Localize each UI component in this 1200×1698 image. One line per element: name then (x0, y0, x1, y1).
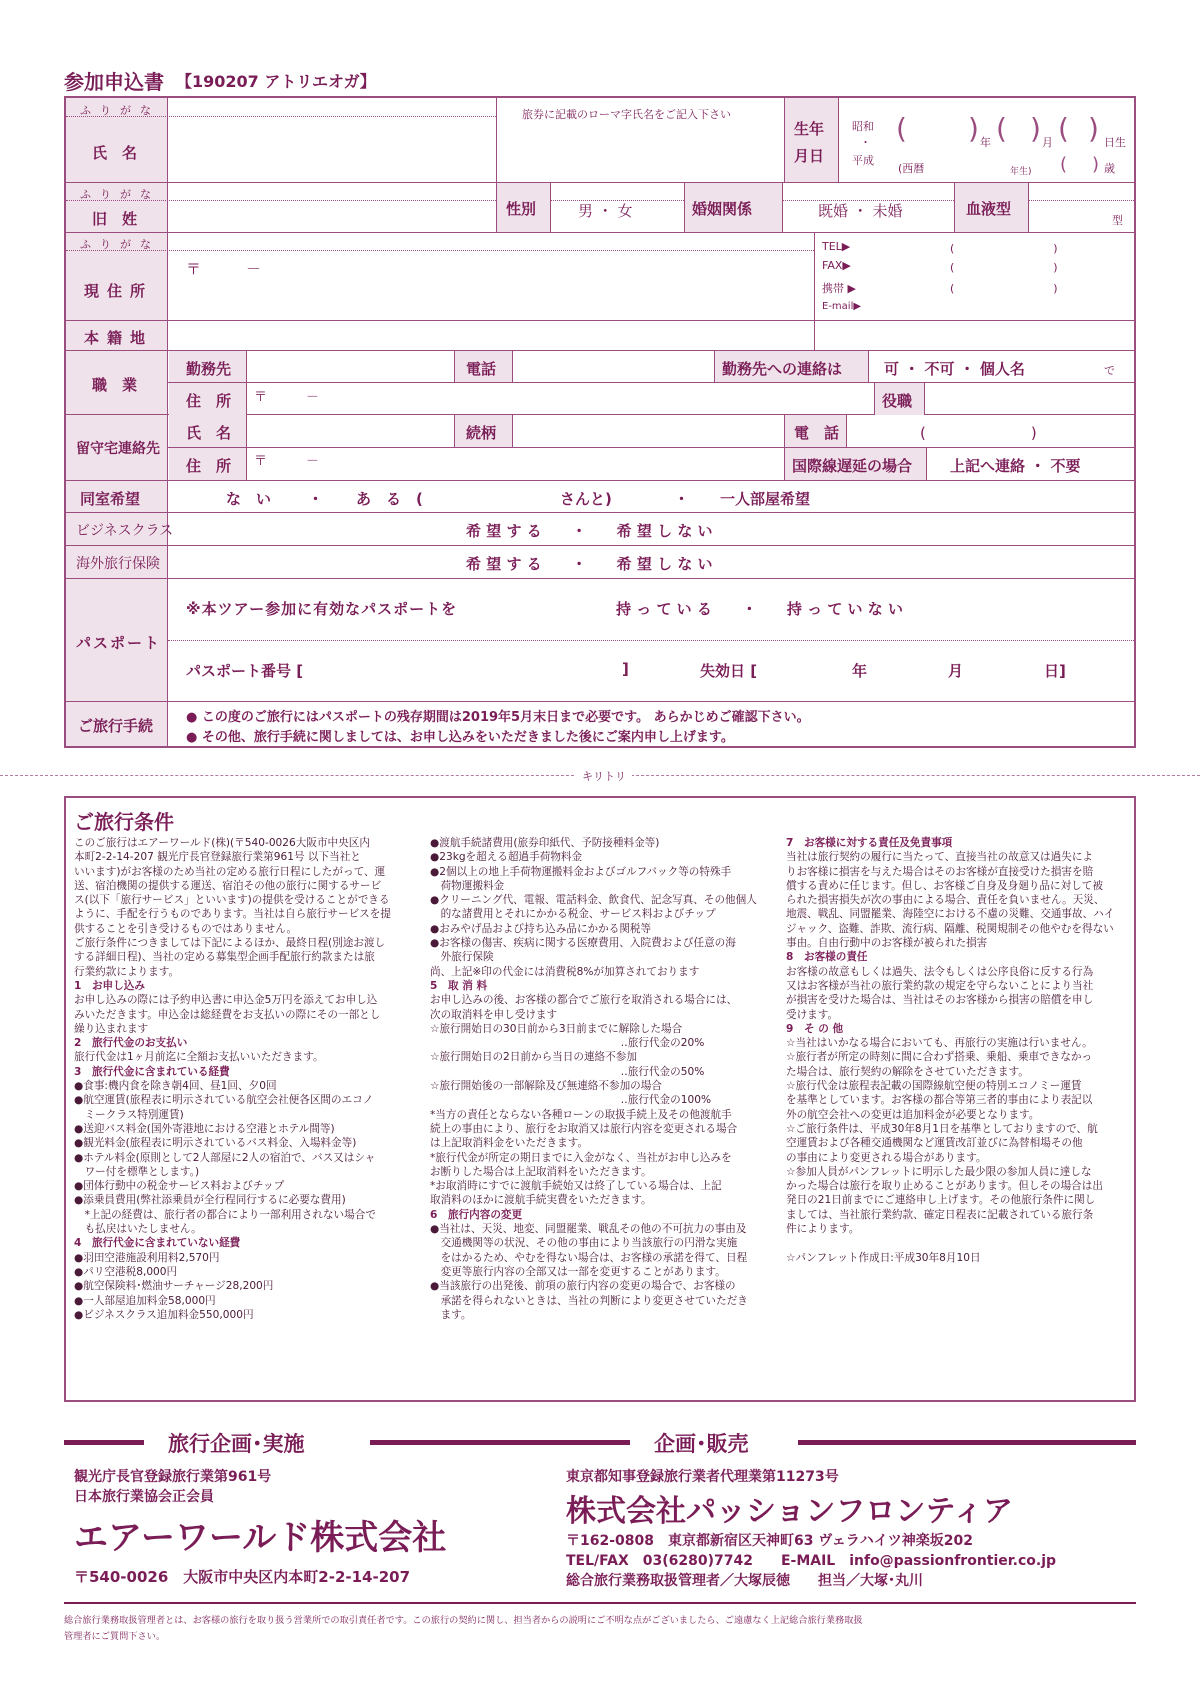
expiry-day: 日] (1044, 662, 1066, 680)
conditions-line: ☆旅行開始後の一部解除及び無連絡不参加の場合 (430, 1080, 662, 1093)
conditions-col-3 (786, 836, 1131, 1265)
left-company: エアーワールド株式会社 (74, 1518, 447, 1558)
age-paren-2: ) (1092, 154, 1100, 175)
expiry-year: 年 (852, 662, 868, 680)
work-contact-de: で (1104, 364, 1115, 377)
furigana-label: ふりがな (80, 238, 160, 251)
left-association: 日本旅行業協会正会員 (74, 1489, 214, 1505)
conditions-line: ●ビジネスクラス追加料金550,000円 (74, 1308, 254, 1321)
conditions-line: ‥旅行代金の50% (430, 1065, 705, 1078)
furigana-label: ふりがな (80, 188, 160, 201)
conditions-line: *旅行代金が所定の期日までに入金がなく、当社がお申し込みを (430, 1151, 732, 1164)
conditions-line: いいます)がお客様のため当社の定める旅行日程にしたがって、運 (74, 865, 386, 878)
conditions-line: を基準としています。お客様の都合等第三者的事由により表記以 (786, 1094, 1093, 1107)
left-heading-bar (64, 1440, 144, 1445)
conditions-line: ☆ご旅行条件は、平成30年8月1日を基準としておりますので、航 (786, 1122, 1098, 1135)
conditions-line: は上記取消料金をいただきます。 (430, 1137, 589, 1150)
conditions-line: ●送迎バス料金(国外寄港地における空港とホテル間等) (74, 1122, 335, 1135)
intl-delay-options[interactable]: 上記へ連絡 ・ 不要 (950, 457, 1081, 475)
conditions-line: 行業約款によります。 (74, 965, 180, 978)
conditions-line: 事由。自由行動中のお客様が被られた損害 (786, 937, 988, 950)
conditions-line: ●渡航手続諸費用(旅券印紙代、予防接種料金等) (430, 837, 660, 849)
conditions-line: ●パリ空港税8,000円 (74, 1265, 178, 1278)
conditions-line: ☆旅行者が所定の時刻に間に合わず搭乗、乗船、乗車できなかっ (786, 1051, 1093, 1064)
insurance-label: 海外旅行保険 (76, 556, 160, 572)
rusu-label: 留守宅連絡先 (76, 441, 160, 457)
tel-paren: ( ) (950, 242, 1058, 255)
conditions-line: ます。 (430, 1308, 472, 1321)
right-manager: 総合旅行業務取扱管理者／大塚辰徳 担当／大塚･丸川 (566, 1573, 923, 1589)
tour-code: 【190207 アトリエオガ】 (176, 72, 376, 91)
work-phone-label: 電話 (466, 360, 497, 378)
conditions-line: 件によります。 (786, 1223, 860, 1236)
old-name-label: 旧 姓 (92, 210, 138, 228)
mobile-paren: ( ) (950, 282, 1058, 295)
mobile-label: 携帯 ▶ (822, 282, 856, 295)
workplace-label: 勤務先 (186, 360, 232, 378)
work-contact-label: 勤務先への連絡は (722, 360, 843, 378)
conditions-title: ご旅行条件 (74, 810, 174, 834)
conditions-line: ●航空保険料･燃油サーチャージ28,200円 (74, 1280, 274, 1293)
conditions-line: お申し込みの際には予約申込書に申込金5万円を添えてお申し込 (74, 994, 378, 1007)
conditions-line: ●一人部屋追加料金58,000円 (74, 1294, 216, 1307)
passport-number-label: パスポート番号 [ (186, 662, 304, 680)
conditions-line: ☆参加人員がパンフレットに明示した最少限の参加人員に達しな (786, 1165, 1092, 1178)
blood-unit: 型 (1112, 214, 1123, 227)
address-label: 現住所 (84, 282, 154, 300)
conditions-line: 地震、戦乱、同盟罷業、海陸空における不慮の災難、交通事故、ハイ (786, 908, 1115, 921)
conditions-line: 受けます。 (786, 1008, 839, 1021)
rusu-phone-label: 電 話 (794, 424, 840, 442)
email-label: E-mail▶ (822, 301, 862, 312)
conditions-line: が損害を受けた場合は、当社はそのお客様から損害の賠償を申し (786, 994, 1094, 1007)
right-contact: TEL/FAX 03(6280)7742 E-MAIL info@passionfrontier.co.jp (566, 1553, 1057, 1569)
conditions-line: ましては、当社旅行業約款、確定日程表に記載されている旅行条 (786, 1208, 1094, 1221)
left-heading-bar-2 (370, 1440, 630, 1445)
procedures-note-2: ● その他、旅行手続に関しましては、お申し込みをいただきました後にご案内申し上げます。 (186, 730, 734, 745)
conditions-line: 7 お客様に対する責任及免責事項 (786, 837, 953, 849)
furigana-label: ふりがな (80, 104, 160, 117)
conditions-line: られた損害損失が次の事由による場合、責任を負いません。天災、 (786, 894, 1105, 907)
conditions-line: をはかるため、やむを得ない場合は、お客様の承諾を得て、日程 (430, 1251, 748, 1264)
business-label: ビジネスクラス (76, 523, 174, 539)
conditions-line: ●当社は、天災、地変、同盟罷業、戦乱その他の不可抗力の事由及 (430, 1223, 747, 1236)
conditions-line: 旅行代金は1ヶ月前迄に全額お支払いいただきます。 (74, 1051, 324, 1064)
birth-paren-4: ) (1030, 112, 1041, 145)
blood-label: 血液型 (966, 200, 1012, 218)
bottom-note-2: 管理者にご質問下さい。 (64, 1631, 166, 1642)
conditions-line: 的な諸費用とそれにかかる税金、サービス料およびチップ (430, 908, 716, 921)
birth-paren-2: ) (968, 112, 979, 145)
conditions-line: ☆旅行代金は旅程表記載の国際線航空便の特別エコノミー運賃 (786, 1080, 1082, 1093)
conditions-line: ス(以下「旅行サービス」といいます)の提供を受けることができる (74, 894, 390, 907)
cut-label: キリトリ (576, 768, 632, 784)
conditions-line: 外の航空会社への変更は追加料金が必要となります。 (786, 1108, 1040, 1121)
work-address-label: 住 所 (186, 392, 232, 410)
conditions-line: 9 そ の 他 (786, 1022, 844, 1035)
conditions-line (786, 1236, 1131, 1250)
conditions-line: みいただきます。申込金は総経費をお支払いの際にその一部とし (74, 1008, 381, 1021)
conditions-line: 取消料のほかに渡航手続実費をいただきます。 (430, 1194, 652, 1207)
passport-number-close: ] (622, 660, 629, 678)
seireki: (西暦 (898, 162, 925, 175)
room-none[interactable]: な い (226, 490, 272, 508)
conditions-line: 承諾を得られないときは、当社の判断により変更させていただき (430, 1294, 748, 1307)
procedures-label: ご旅行手続 (78, 717, 154, 735)
conditions-line: 次の取消料を申し受けます (430, 1008, 558, 1021)
room-yes[interactable]: あ る ( (356, 490, 423, 508)
conditions-line: *上記の経費は、旅行者の都合により一部利用されない場合で (74, 1208, 376, 1221)
conditions-col-2 (430, 836, 780, 1322)
room-single[interactable]: 一人部屋希望 (720, 490, 811, 508)
conditions-line: 5 取 消 料 (430, 979, 488, 992)
rusu-postal: 〒 － (254, 454, 320, 469)
conditions-line: ●添乗員費用(弊社添乗員が全行程同行するに必要な費用) (74, 1194, 346, 1207)
rusu-address-label: 住 所 (186, 457, 232, 475)
insurance-options[interactable]: 希 望 す る ・ 希 望 し な い (466, 555, 713, 573)
conditions-line: ●食事:機内食を除き朝4回、昼1回、夕0回 (74, 1080, 277, 1093)
conditions-line: 変更等旅行内容の全部又は一部を変更することがあります。 (430, 1265, 726, 1278)
conditions-line: ☆パンフレット作成日:平成30年8月10日 (786, 1251, 981, 1264)
conditions-line: 外旅行保険 (430, 951, 494, 964)
fax-label: FAX▶ (822, 259, 851, 272)
rusu-phone-paren: ( ) (920, 424, 1037, 442)
gender-label: 性別 (506, 200, 537, 218)
conditions-line: 6 旅行内容の変更 (430, 1208, 523, 1221)
nensei: 年生) (1010, 167, 1032, 177)
conditions-line: *お取消時にすでに渡航手続始又は終了している場合は、上記 (430, 1180, 722, 1193)
position-label: 役職 (882, 392, 913, 410)
conditions-line: の事由により変更される場合があります。 (786, 1151, 987, 1164)
marital-options[interactable]: 既婚 ・ 未婚 (818, 202, 903, 220)
conditions-line: ●当該旅行の出発後、前項の旅行内容の変更の場合で、お客様の (430, 1280, 736, 1293)
conditions-line: ●観光料金(旅程表に明示されているバス料金、入場料金等) (74, 1137, 357, 1150)
birth-paren-5: ( (1058, 112, 1069, 145)
conditions-line: りお客様に損害を与えた場合はそのお客様が直接受けた損害を賠 (786, 865, 1094, 878)
conditions-line: 続上の事由により、旅行をお取消又は旅行内容を変更される場合 (430, 1122, 738, 1135)
passport-have-options[interactable]: 持 っ て い る ・ 持 っ て い な い (616, 600, 904, 618)
occupation-label: 職 業 (92, 376, 138, 394)
conditions-line: 交通機関等の状況、その他の事由により当該旅行の円滑な実施 (430, 1237, 738, 1250)
birth-month-unit: 月 (1042, 136, 1053, 149)
conditions-line: 空運賃および各種交通機関など運賃改訂並びに為替相場その他 (786, 1137, 1083, 1150)
honseki-label: 本籍地 (84, 329, 154, 347)
conditions-line: ☆旅行開始日の2日前から当日の連絡不参加 (430, 1051, 637, 1064)
roommate-label: 同室希望 (80, 490, 141, 508)
room-dot-2: ・ (674, 490, 690, 508)
romaji-note: 旅券に記載のローマ字氏名をご記入下さい (522, 108, 731, 121)
address-postal: 〒 － (186, 260, 262, 278)
conditions-line: かった場合は旅行を取り止めることがあります。但しその場合は出 (786, 1180, 1103, 1193)
conditions-line: ‥旅行代金の100% (430, 1094, 712, 1107)
conditions-line: *当方の責任とならない各種ローンの取扱手続上及その他渡航手 (430, 1108, 732, 1121)
expiry-label: 失効日 [ (700, 662, 758, 680)
conditions-line: このご旅行はエアーワールド(株)(〒540-0026大阪市中央区内 (74, 837, 370, 849)
passport-question: ※本ツアー参加に有効なパスポートを (186, 600, 458, 618)
bottom-divider (64, 1602, 1136, 1604)
conditions-line: ●団体行動中の税金サービス料およびチップ (74, 1180, 285, 1193)
work-contact-options[interactable]: 可 ・ 不可 ・ 個人名 (884, 360, 1025, 378)
passport-label: パスポート (76, 634, 162, 652)
conditions-line: 2 旅行代金のお支払い (74, 1037, 188, 1050)
fax-paren: ( ) (950, 261, 1058, 274)
era-dot: ・ (860, 136, 871, 149)
conditions-line: 当社は旅行契約の履行に当たって、直接当社の故意又は過失によ (786, 851, 1094, 864)
conditions-line: ☆旅行開始日の30日前から3日前までに解除した場合 (430, 1022, 683, 1035)
procedures-note-1: ● この度のご旅行にはパスポートの残存期間は2019年5月末日まで必要です。 あらかじめご確認下さい。 (186, 710, 810, 725)
gender-options[interactable]: 男 ・ 女 (578, 202, 633, 220)
right-heading: 企画･販売 (654, 1432, 749, 1456)
conditions-line: ●クリーニング代、電報、電話料金、飲食代、記念写真、その他個人 (430, 894, 757, 907)
conditions-line: ‥旅行代金の20% (430, 1037, 705, 1050)
right-registration: 東京都知事登録旅行業者代理業第11273号 (566, 1469, 839, 1485)
intl-delay-label: 国際線遅延の場合 (792, 457, 913, 475)
tel-label: TEL▶ (822, 240, 851, 253)
birth-label: 生年 (794, 120, 825, 138)
birth-day-unit: 日生 (1104, 136, 1126, 149)
conditions-line: ●航空運賃(旅程表に明示されている航空会社便各区間のエコノ (74, 1094, 374, 1107)
right-company: 株式会社パッションフロンティア (566, 1494, 1013, 1529)
birth-paren-1: ( (896, 112, 907, 145)
left-registration: 観光庁長官登録旅行業第961号 (74, 1469, 272, 1485)
conditions-line: お申し込みの後、お客様の都合でご旅行を取消される場合には、 (430, 994, 738, 1007)
birth-year-unit: 年 (980, 136, 991, 149)
marital-label: 婚姻関係 (692, 200, 753, 218)
conditions-line: 8 お客様の責任 (786, 951, 868, 964)
conditions-line: ワー付を標準とします。) (74, 1165, 200, 1178)
conditions-line: する詳細日程)、当社の定める募集型企画手配旅行約款または旅 (74, 951, 375, 964)
conditions-col-1 (74, 836, 424, 1322)
expiry-month: 月 (948, 662, 964, 680)
age-paren-1: ( (1060, 154, 1068, 175)
left-heading: 旅行企画･実施 (168, 1432, 305, 1456)
conditions-line: 送、宿泊機関の提供する運送、宿泊その他の旅行に関するサービ (74, 879, 382, 892)
conditions-line: ●羽田空港施設利用料2,570円 (74, 1251, 220, 1264)
right-heading-bar (798, 1440, 1136, 1445)
conditions-line: 又はお客様が当社の旅行業約款の規定を守らないことにより当社 (786, 979, 1094, 992)
rusu-name-label: 氏 名 (186, 424, 232, 442)
era-heisei: 平成 (852, 154, 874, 167)
conditions-line: お断りした場合は上記取消料をいただきます。 (430, 1165, 652, 1178)
conditions-line: ように、手配を行うものであります。当社は自ら旅行サービスを提 (74, 908, 391, 921)
page-title: 参加申込書 (64, 70, 164, 94)
conditions-line: ☆当社はいかなる場合においても、再旅行の実施は行いません。 (786, 1037, 1093, 1050)
conditions-line: た場合は、旅行契約の解除をさせていただきます。 (786, 1065, 1029, 1078)
conditions-line: ●おみやげ品および持ち込み品にかかる関税等 (430, 922, 652, 935)
name-label: 氏 名 (92, 144, 138, 162)
room-san: さんと) (560, 490, 612, 508)
bottom-note-1: 総合旅行業務取扱管理者とは、お客様の旅行を取り扱う営業所での取引責任者です。この旅行の契約に関し、担当者からの説明にご不明な点がございましたら、ご遠慮なく上記総合旅行業務取扱 (64, 1615, 863, 1626)
conditions-line: 本町2-2-14-207 観光庁長官登録旅行業第961号 以下当社と (74, 851, 361, 864)
conditions-line: ジャック、盗難、詐欺、流行病、隔離、税関規制その他やむを得ない (786, 922, 1114, 935)
conditions-line: 供することを引き受けるものではありません。 (74, 922, 298, 935)
conditions-line: ●お客様の傷害、疾病に関する医療費用、入院費および任意の海 (430, 937, 736, 950)
conditions-line: 荷物運搬料金 (430, 879, 505, 892)
conditions-line: ●23kgを超える超過手荷物料金 (430, 851, 583, 864)
conditions-line: 1 お申し込み (74, 979, 145, 992)
relation-label: 続柄 (466, 424, 497, 442)
room-dot: ・ (308, 490, 324, 508)
birth-paren-3: ( (996, 112, 1007, 145)
conditions-line: お客様の故意もしくは過失、法令もしくは公序良俗に反する行為 (786, 965, 1094, 978)
conditions-line: 4 旅行代金に含まれていない経費 (74, 1237, 241, 1250)
age-unit: 歳 (1104, 162, 1115, 175)
conditions-line: ご旅行条件につきましては下記によるほか、最終日程(別途お渡し (74, 937, 386, 950)
right-address: 〒162-0808 東京都新宿区天神町63 ヴェラハイツ神楽坂202 (566, 1533, 974, 1549)
birth-paren-6: ) (1088, 112, 1099, 145)
business-options[interactable]: 希 望 す る ・ 希 望 し な い (466, 522, 713, 540)
conditions-line: 3 旅行代金に含まれている経費 (74, 1065, 230, 1078)
conditions-line: 繰り込まれます (74, 1022, 149, 1035)
conditions-line: 尚、上記※印の代金には消費税8%が加算されております (430, 965, 700, 978)
era-showa: 昭和 (852, 120, 874, 133)
conditions-line: 償する責めに任じます。但し、お客様ご自身及身廻り品に対して被 (786, 879, 1103, 892)
conditions-line: 発日の21日前までにご連絡申し上げます。その他旅行条件に関し (786, 1194, 1096, 1207)
conditions-line: も払戻はいたしません。 (74, 1223, 202, 1236)
birth-label-2: 月日 (794, 147, 825, 165)
left-address: 〒540-0026 大阪市中央区内本町2-2-14-207 (74, 1568, 411, 1586)
conditions-line: ミークラス特別運賃) (74, 1108, 184, 1121)
conditions-line: ●2個以上の地上手荷物運搬料金およびゴルフバック等の特殊手 (430, 865, 732, 878)
work-postal: 〒 － (254, 390, 320, 405)
conditions-line: ●ホテル料金(原則として2人部屋に2人の宿泊で、バス又はシャ (74, 1151, 376, 1164)
